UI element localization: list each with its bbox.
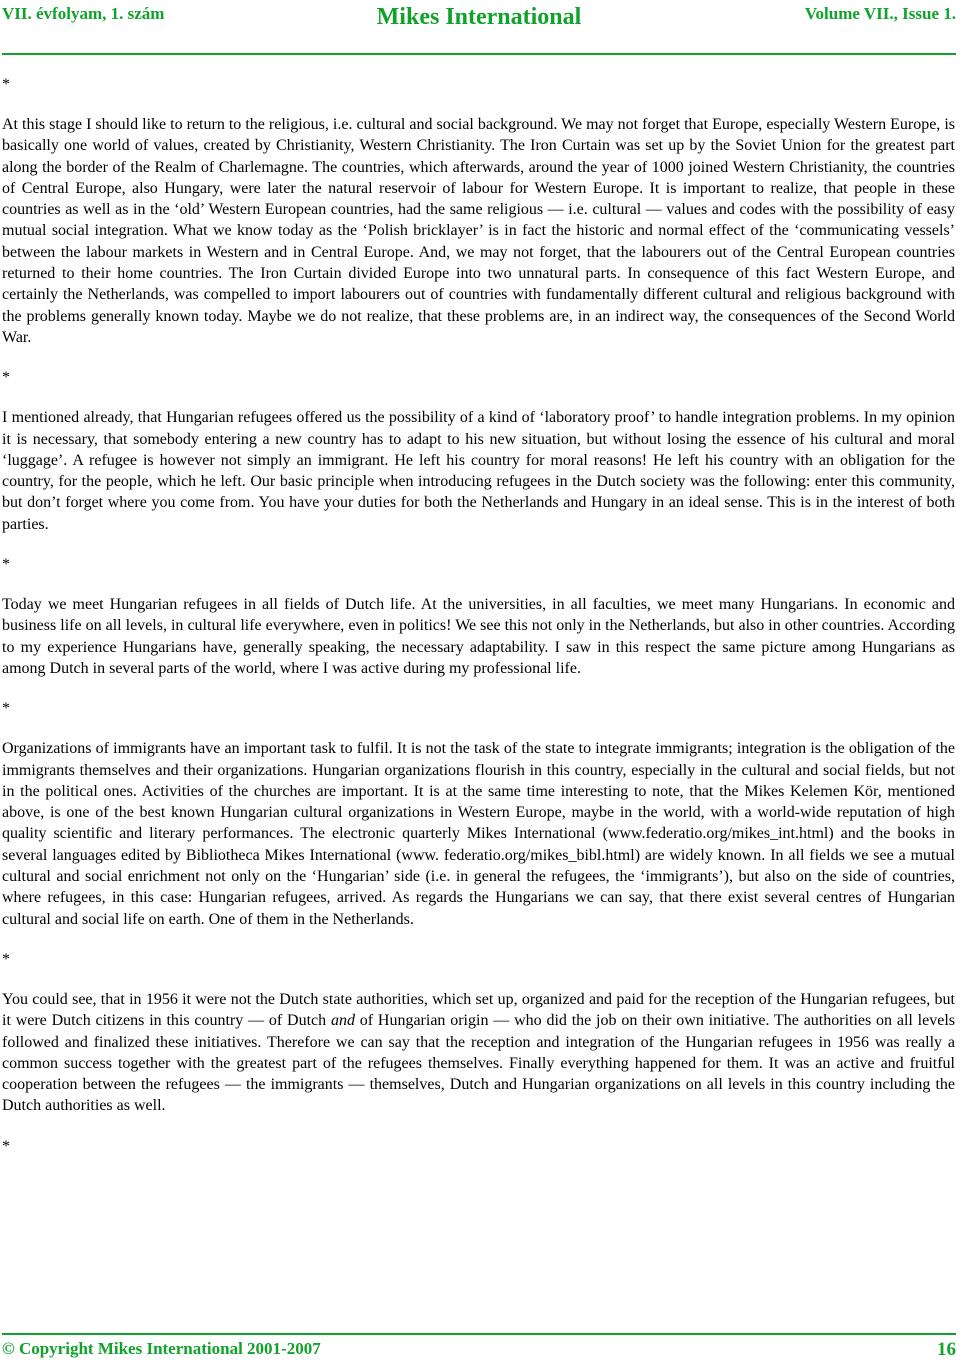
page-number: 16 (937, 1339, 956, 1360)
header-issue-hungarian: VII. évfolyam, 1. szám (2, 4, 165, 23)
footer-divider (2, 1333, 956, 1335)
article-body (2, 74, 955, 1157)
paragraph-5-emphasis: and (330, 1012, 355, 1030)
section-separator: * (2, 1137, 10, 1155)
page-footer (2, 1339, 956, 1359)
copyright-notice: © Copyright Mikes International 2001-2007 (2, 1339, 321, 1358)
section-separator: * (2, 76, 10, 93)
page-header (2, 2, 956, 38)
paragraph-5 (2, 989, 955, 1117)
paragraph-5-text-a: You could see, that in 1956 it were not the Dutch state authorities, which set up, organized and paid for the reception of the Hungarian refugees, but it were Dutch citizens in this country — of Dutch (2, 990, 955, 1030)
header-publication-title: Mikes International (376, 4, 582, 30)
section-separator: * (2, 700, 10, 718)
paragraph-2: I mentioned already, that Hungarian refugees offered us the possibility of a kind of ‘laboratory proof’ to handle integration problems. In my opinion it is necessary, that somebody entering a new country has to adapt to his new situation, but without losing the essence of his cultural and moral ‘luggage’. A refugee is however not simply an immigrant. He left his country for moral reasons! He left his country with an obligation for the country, for the people, which he left. Our basic principle when introducing refugees in the Dutch society was the following: enter this community, but don’t forget where you come from. You have your duties for both the Netherlands and Hungary in an ideal sense. This is in the interest of both parties. (2, 409, 955, 533)
section-separator: * (2, 950, 10, 968)
section-separator: * (2, 369, 10, 387)
section-separator: * (2, 556, 10, 574)
header-issue-english: Volume VII., Issue 1. (804, 4, 956, 23)
header-divider (2, 53, 956, 55)
paragraph-1: At this stage I should like to return to the religious, i.e. cultural and social background. We may not forget that Europe, especially Western Europe, is basically one world of values, created by Christianity, Western Christianity. The Iron Curtain was set up by the Soviet Union for the greatest part along the border of the Realm of Charlemagne. The countries, which afterwards, around the year of 1000 joined Western Christianity, the countries of Central Europe, also Hungary, were later the natural reservoir of labour for Western Europe. It is important to realize, that people in these countries as well as in the ‘old’ Western European countries, had the same religious — i.e. cultural — values and codes with the possibility of easy mutual social integration. What we know today as the ‘Polish bricklayer’ is in fact the historic and normal effect of the ‘communicating vessels’ between the labour markets in Western and in Central Europe. And, we may not forget, that the labourers out of the Central European countries returned to their home countries. The Iron Curtain divided Europe into two unnatural parts. In consequence of this fact Western Europe, and certainly the Netherlands, was compelled to import labourers out of countries with fundamentally different cultural and religious background with the problems generally known today. Maybe we do not realize, that these problems are, in an indirect way, the consequences of the Second World War. (2, 116, 955, 346)
paragraph-5-text-b: of Hungarian origin — who did the job on their own initiative. The authorities on all levels followed and finalized these initiatives. Therefore we can say that the reception and integration of the Hungarian refugees in 1956 was really a common success together with the greatest part of the refugees themselves. Finally everything happened for them. It was an active and fruitful cooperation between the refugees — the immigrants — themselves, Dutch and Hungarian organizations on all levels in this country including the Dutch authorities as well. (2, 1012, 955, 1115)
paragraph-4: Organizations of immigrants have an important task to fulfil. It is not the task of the state to integrate immigrants; integration is the obligation of the immigrants themselves and their organizations. Hungarian organizations flourish in this country, especially in the cultural and social fields, but not in the political ones. Activities of the churches are important. It is at the same time interesting to note, that the Mikes Kelemen Kör, mentioned above, is one of the best known Hungarian cultural organizations in Western Europe, maybe in the world, with a world-wide reputation of high quality scientific and literary performances. The electronic quarterly Mikes International (www.federatio.org/mikes_int.html) and the books in several languages edited by Bibliotheca Mikes International (www. federatio.org/mikes_bibl.html) are widely known. In all fields we see a mutual cultural and social enrichment not only on the ‘Hungarian’ side (i.e. in general the refugees, the ‘immigrants’), but also on the side of countries, where refugees, in this case: Hungarian refugees, arrived. As regards the Hungarians we can say, that there exist several centres of Hungarian cultural and social life on earth. One of them in the Netherlands. (2, 740, 955, 928)
paragraph-3: Today we meet Hungarian refugees in all fields of Dutch life. At the universities, in all faculties, we meet many Hungarians. In economic and business life on all levels, in cultural life everywhere, even in politics! We see this not only in the Netherlands, but also in other countries. According to my experience Hungarians have, generally speaking, the necessary adaptability. I saw in this respect the same picture among Hungarians as among Dutch in several parts of the world, where I was active during my professional life. (2, 596, 955, 677)
